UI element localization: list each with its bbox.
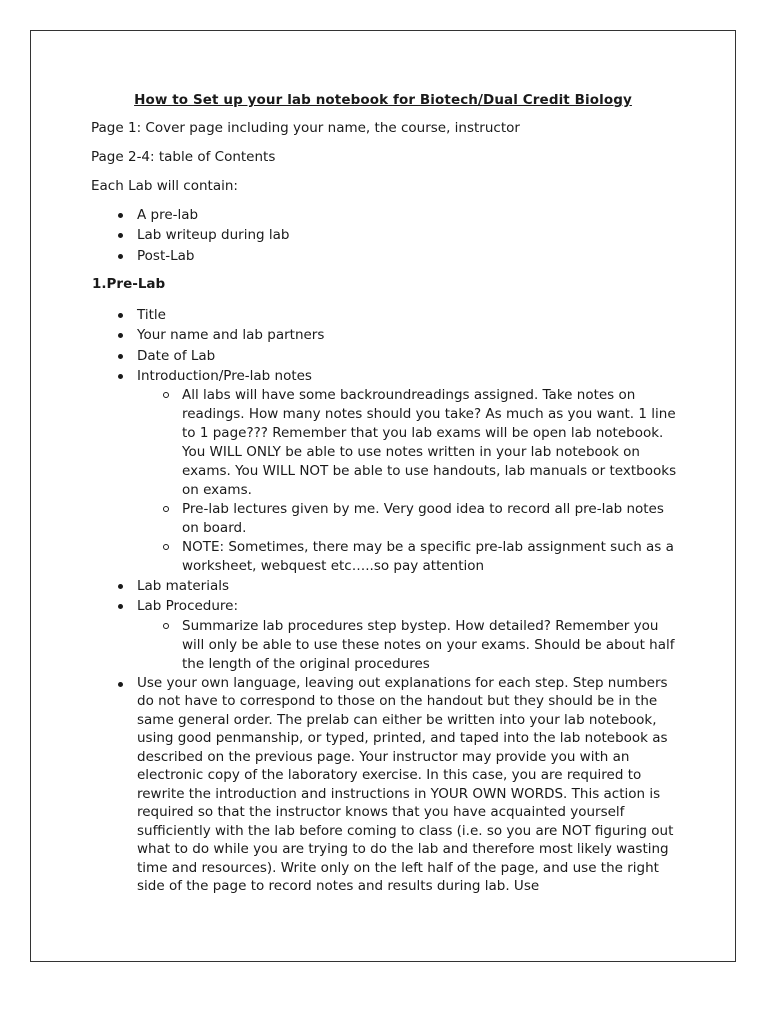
page2-4-line: Page 2-4: table of Contents	[91, 149, 276, 165]
intro-label: Introduction/Pre-lab notes	[137, 367, 312, 384]
list-item: A pre-lab	[137, 205, 687, 225]
list-item	[137, 366, 687, 576]
sub-list-item: Summarize lab procedures step bystep. How detailed? Remember you will only be able to use these notes on your exams. Should be about half the length of the original procedures	[182, 617, 682, 674]
list-item: Title	[137, 305, 687, 325]
prelab-list	[137, 305, 687, 896]
list-item: Use your own language, leaving out explanations for each step. Step numbers do not have to correspond to those on the handout but they should be in the same general order. The prelab can either be written into your lab notebook, using good penmanship, or typed, printed, and taped into the lab notebook as described on the previous page. Your instructor may provide you with an electronic copy of the laboratory exercise. In this case, you are required to rewrite the introduction and instructions in YOUR OWN WORDS. This action is required so that the instructor knows that you have acquainted yourself sufficiently with the lab before coming to class (i.e. so you are NOT figuring out what to do while you are trying to do the lab and therefore most likely wasting time and resources). Write only on the left half of the page, and use the right side of the page to record notes and results during lab. Use	[137, 674, 677, 896]
list-item: Your name and lab partners	[137, 325, 687, 345]
document-title: How to Set up your lab notebook for Biotech/Dual Credit Biology	[134, 92, 632, 108]
list-item: Post-Lab	[137, 246, 687, 266]
each-lab-intro: Each Lab will contain:	[91, 178, 238, 194]
list-item: Lab writeup during lab	[137, 225, 687, 245]
intro-sublist	[182, 386, 682, 576]
sub-list-item: NOTE: Sometimes, there may be a specific pre-lab assignment such as a worksheet, webquest etc…..so pay attention	[182, 538, 682, 576]
prelab-heading: 1.Pre-Lab	[92, 276, 166, 292]
sub-list-item: All labs will have some backroundreadings assigned. Take notes on readings. How many notes should you take? As much as you want. 1 line to 1 page??? Remember that you lab exams will be open lab notebook. You WILL ONLY be able to use notes written in your lab notebook on exams. You WILL NOT be able to use handouts, lab manuals or textbooks on exams.	[182, 386, 682, 500]
list-item	[137, 596, 687, 673]
procedure-sublist	[182, 617, 682, 674]
list-item: Lab materials	[137, 576, 687, 596]
each-lab-list	[137, 205, 687, 266]
sub-list-item: Pre-lab lectures given by me. Very good idea to record all pre-lab notes on board.	[182, 500, 682, 538]
page1-line: Page 1: Cover page including your name, the course, instructor	[91, 120, 520, 136]
document-page	[30, 30, 736, 962]
list-item: Date of Lab	[137, 346, 687, 366]
procedure-label: Lab Procedure:	[137, 598, 239, 615]
